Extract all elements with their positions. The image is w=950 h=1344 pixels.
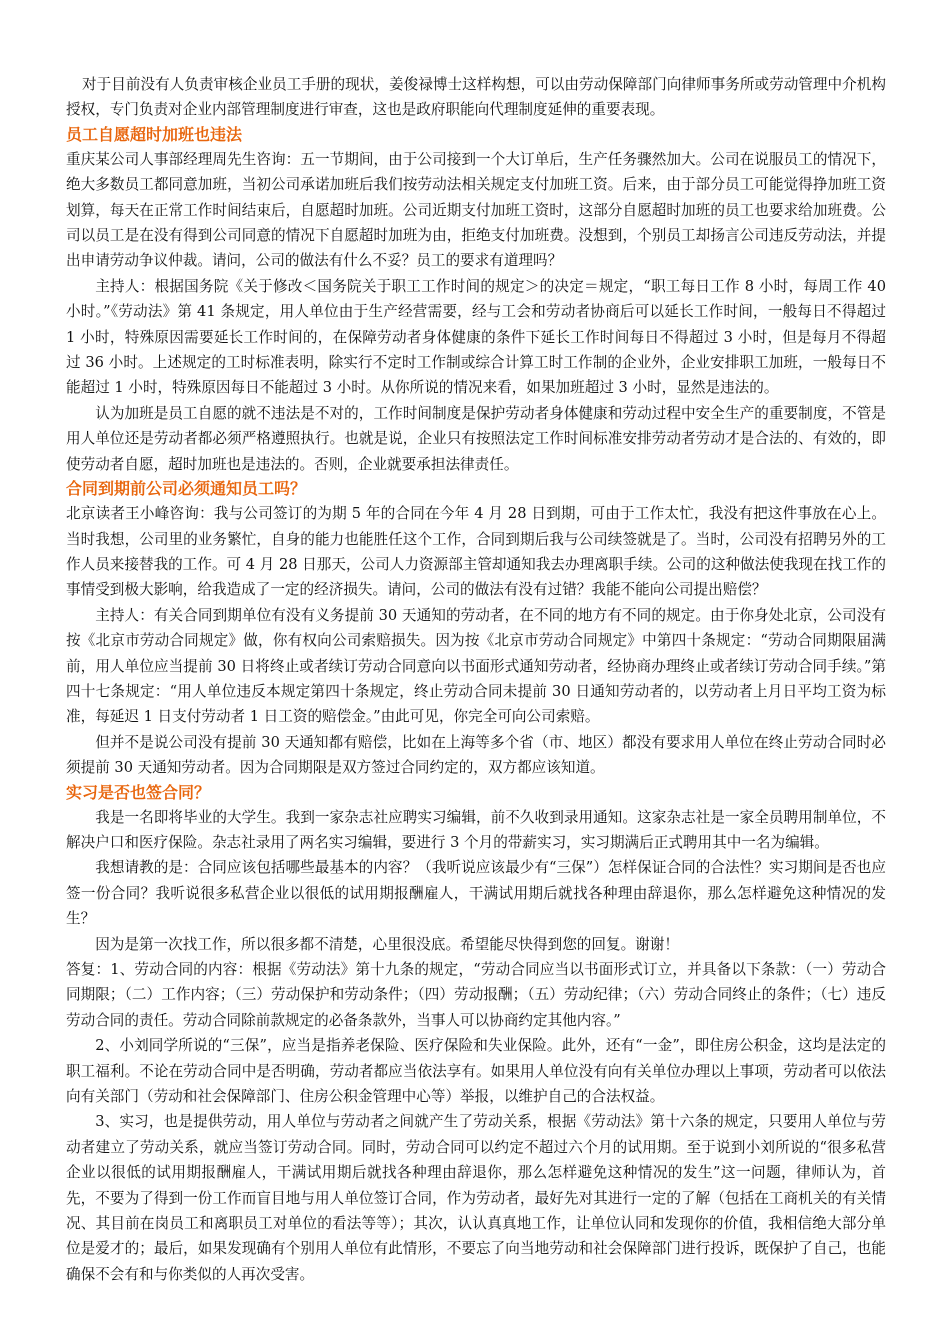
intro-paragraph: 对于目前没有人负责审核企业员工手册的现状，姜俊禄博士这样构想，可以由劳动保障部门向律师事务所或劳动管理中介机构授权，专门负责对企业内部管理制度进行审查，这也是政府职能向代理制度延伸的重要表现。 <box>66 76 886 119</box>
contract-answer-1: 主持人：有关合同到期单位有没有义务提前 30 天通知的劳动者，在不同的地方有不同的规定。由于你身处北京，公司没有按《北京市劳动合同规定》做，你有权向公司索赔损失。因为按《北京市劳动合同规定》中第四十条规定：“劳动合同期限届满前，用人单位应当提前 30 日将终止或者续订劳动合同意向以书面形式通知劳动者，经协商办理终止或者续订劳动合同手续。”第四十七条规定：“用人单位违反本规定第四十条规定，终止劳动合同未提前 30 日通知劳动者的，以劳动者上月日平均工资为标准，每延迟 1 日支付劳动者 1 日工资的赔偿金。”由此可见，你完全可向公司索赔。 <box>66 606 886 726</box>
internship-letter-2: 我想请教的是：合同应该包括哪些最基本的内容？（我听说应该最少有“三保”）怎样保证合同的合法性？实习期间是否也应签一份合同？我听说很多私营企业以很低的试用期报酬雇人，干满试用期后就找各种理由辞退你，那么怎样避免这种情况的发生？ <box>66 859 886 928</box>
internship-letter-3: 因为是第一次找工作，所以很多都不清楚，心里很没底。希望能尽快得到您的回复。谢谢！ <box>95 935 679 953</box>
section-title-internship: 实习是否也签合同？ <box>66 782 211 802</box>
internship-reply-2: 2、小刘同学所说的“三保”，应当是指养老保险、医疗保险和失业保险。此外，还有“一金”，即住房公积金，这均是法定的职工福利。不论在劳动合同中是否明确，劳动者都应当依法享有。如果用人单位没有向有关单位办理以上事项，劳动者可以依法向有关部门（劳动和社会保障部门、住房公积金管理中心等）举报，以维护自己的合法权益。 <box>66 1037 886 1106</box>
overtime-answer-2: 认为加班是员工自愿的就不违法是不对的，工作时间制度是保护劳动者身体健康和劳动过程中安全生产的重要制度，不管是用人单位还是劳动者都必须严格遵照执行。也就是说，企业只有按照法定工作时间标准安排劳动者劳动才是合法的、有效的，即使劳动者自愿，超时加班也是违法的。否则，企业就要承担法律责任。 <box>66 404 886 473</box>
document-page <box>66 72 886 1287</box>
internship-letter-1: 我是一名即将毕业的大学生。我到一家杂志社应聘实习编辑，前不久收到录用通知。这家杂志社是一家全员聘用制单位，不解决户口和医疗保险。杂志社录用了两名实习编辑，要进行 3 个月的带薪实习，实习期满后正式聘用其中一名为编辑。 <box>66 808 886 851</box>
internship-reply-1: 答复：1、劳动合同的内容：根据《劳动法》第十九条的规定，“劳动合同应当以书面形式订立，并具备以下条款：（一）劳动合同期限；（二）工作内容；（三）劳动保护和劳动条件；（四）劳动报酬；（五）劳动纪律；（六）劳动合同终止的条件；（七）违反劳动合同的责任。劳动合同除前款规定的必备条款外，当事人可以协商约定其他内容。” <box>66 961 886 1029</box>
overtime-question: 重庆某公司人事部经理周先生咨询：五一节期间，由于公司接到一个大订单后，生产任务骤然加大。公司在说服员工的情况下，绝大多数员工都同意加班，当初公司承诺加班后我们按劳动法相关规定支付加班工资。后来，由于部分员工可能觉得挣加班工资划算，每天在正常工作时间结束后，自愿超时加班。公司近期支付加班工资时，这部分自愿超时加班的员工也要求给加班费。公司以员工是在没有得到公司同意的情况下自愿超时加班为由，拒绝支付加班费。没想到，个别员工却扬言公司违反劳动法，并提出申请劳动争议仲裁。请问，公司的做法有什么不妥？员工的要求有道理吗？ <box>66 150 886 270</box>
contract-question: 北京读者王小峰咨询：我与公司签订的为期 5 年的合同在今年 4 月 28 日到期，可由于工作太忙，我没有把这件事放在心上。当时我想，公司里的业务繁忙，自身的能力也能胜任这个工作，合同到期后我与公司续签就是了。当时，公司没有招聘另外的工作人员来接替我的工作。可 4 月 28 日那天，公司人力资源部主管却通知我去办理离职手续。公司的这种做法使我现在找工作的事情受到极大影响，给我造成了一定的经济损失。请问，公司的做法有没有过错？我能不能向公司提出赔偿？ <box>66 505 886 599</box>
internship-reply-3: 3、实习，也是提供劳动，用人单位与劳动者之间就产生了劳动关系，根据《劳动法》第十六条的规定，只要用人单位与劳动者建立了劳动关系，就应当签订劳动合同。同时，劳动合同可以约定不超过六个月的试用期。至于说到小刘所说的“很多私营企业以很低的试用期报酬雇人，干满试用期后就找各种理由辞退你，那么怎样避免这种情况的发生”这一问题，律师认为，首先，不要为了得到一份工作而盲目地与用人单位签订合同，作为劳动者，最好先对其进行一定的了解（包括在工商机关的有关情况、其目前在岗员工和离职员工对单位的看法等等）；其次，认认真真地工作，让单位认同和发现你的价值，我相信绝大部分单位是爱才的；最后，如果发现确有个别用人单位有此情形，不要忘了向当地劳动和社会保障部门进行投诉，既保护了自己，也能确保不会有和与你类似的人再次受害。 <box>66 1113 886 1283</box>
section-title-contract-notice: 合同到期前公司必须通知员工吗？ <box>66 479 307 499</box>
contract-answer-2: 但并不是说公司没有提前 30 天通知都有赔偿，比如在上海等多个省（市、地区）都没有要求用人单位在终止劳动合同时必须提前 30 天通知劳动者。因为合同期限是双方签过合同约定的，双方都应该知道。 <box>66 733 886 777</box>
overtime-answer-1: 主持人：根据国务院《关于修改＜国务院关于职工工作时间的规定＞的决定＝规定，“职工每日工作 8 小时，每周工作 40小时。”《劳动法》第 41 条规定，用人单位由于生产经营需要，经与工会和劳动者协商后可以延长工作时间，一般每日不得超过 1 小时，特殊原因需要延长工作时间的，在保障劳动者身体健康的条件下延长工作时间每日不得超过 3 小时，但是每月不得超过 36 小时。上述规定的工时标准表明，除实行不定时工作制或综合计算工时工作制的企业外，企业安排职工加班，一般每日不能超过 1 小时，特殊原因每日不能超过 3 小时。从你所说的情况来看，如果加班超过 3 小时，显然是违法的。 <box>66 277 886 397</box>
section-title-overtime: 员工自愿超时加班也违法 <box>66 124 243 144</box>
